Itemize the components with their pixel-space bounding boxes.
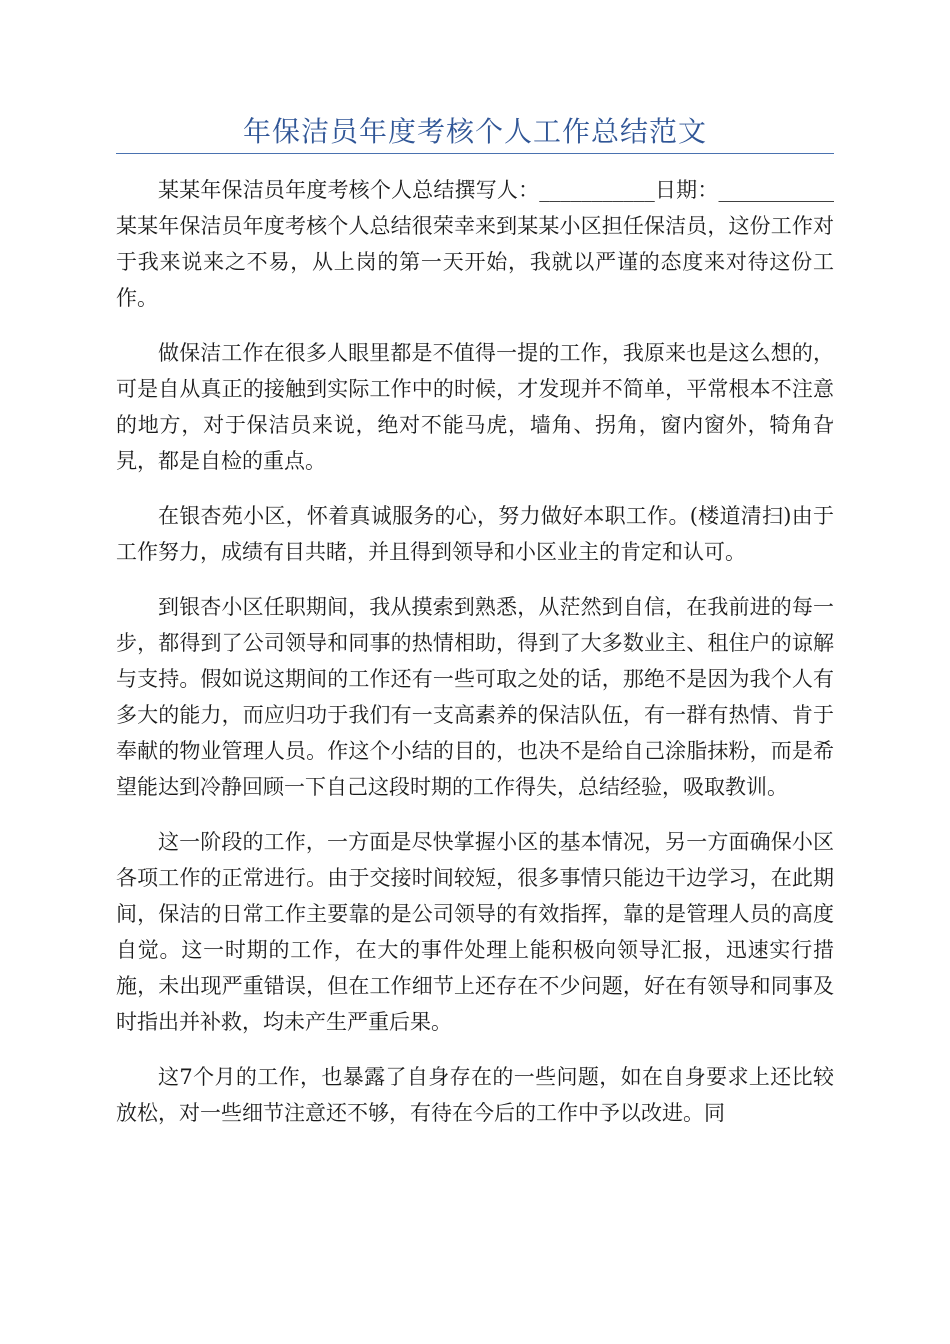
paragraph: 在银杏苑小区，怀着真诚服务的心，努力做好本职工作。(楼道清扫)由于工作努力，成绩有目共睹，并且得到领导和小区业主的肯定和认可。 [116,504,834,564]
paragraph: 做保洁工作在很多人眼里都是不值得一提的工作，我原来也是这么想的，可是自从真正的接触到实际工作中的时候，才发现并不简单，平常根本不注意的地方，对于保洁员来说，绝对不能马虎，墙角、拐角，窗内窗外，犄角旮旯，都是自检的重点。 [116,341,834,473]
document-body [116,172,834,1150]
paragraph: 这一阶段的工作，一方面是尽快掌握小区的基本情况，另一方面确保小区各项工作的正常进行。由于交接时间较短，很多事情只能边干边学习，在此期间，保洁的日常工作主要靠的是公司领导的有效指挥，靠的是管理人员的高度自觉。这一时期的工作，在大的事件处理上能积极向领导汇报，迅速实行措施，未出现严重错误，但在工作细节上还存在不少问题，好在有领导和同事及时指出并补救，均未产生严重后果。 [116,830,834,1034]
document-title: 年保洁员年度考核个人工作总结范文 [242,115,707,148]
paragraph: 这7个月的工作，也暴露了自身存在的一些问题，如在自身要求上还比较放松，对一些细节注意还不够，有待在今后的工作中予以改进。同 [116,1065,834,1125]
title-underline [116,153,834,154]
paragraph: 到银杏小区任职期间，我从摸索到熟悉，从茫然到自信，在我前进的每一步，都得到了公司领导和同事的热情相助，得到了大多数业主、租住户的谅解与支持。假如说这期间的工作还有一些可取之处的话，那绝不是因为我个人有多大的能力，而应归功于我们有一支高素养的保洁队伍，有一群有热情、肯于奉献的物业管理人员。作这个小结的目的，也决不是给自己涂脂抹粉，而是希望能达到冷静回顾一下自己这段时期的工作得失，总结经验，吸取教训。 [116,595,834,799]
paragraph: 某某年保洁员年度考核个人总结撰写人：___________日期：___________某某年保洁员年度考核个人总结很荣幸来到某某小区担任保洁员，这份工作对于我来说来之不易，从上岗的第一天开始，我就以严谨的态度来对待这份工作。 [116,178,834,310]
